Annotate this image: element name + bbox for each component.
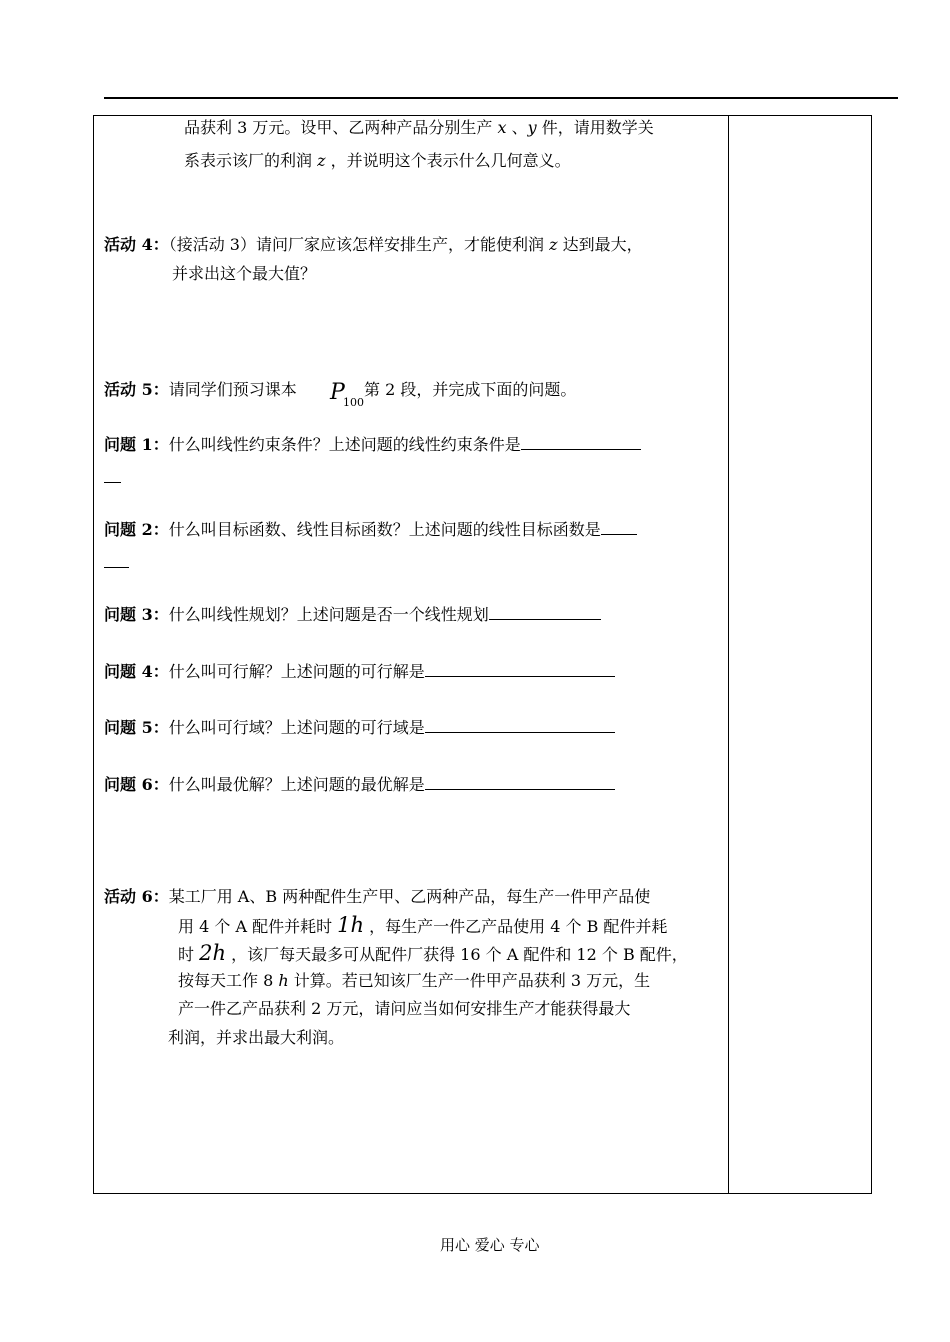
answer-blank[interactable] (425, 716, 615, 733)
page-reference: P 100 (330, 380, 364, 409)
activity-4-line-2: 并求出这个最大值？ (172, 264, 317, 283)
answer-blank[interactable] (425, 773, 615, 790)
question-5: 问题 5：什么叫可行域？上述问题的可行域是 (104, 716, 615, 739)
activity-5-line-rest: 第 2 段，并完成下面的问题。 (364, 380, 577, 399)
activity-6-line-1: 活动 6：某工厂用 A、B 两种配件生产甲、乙两种产品，每生产一件甲产品使 (104, 887, 651, 906)
question-2: 问题 2：什么叫目标函数、线性目标函数？上述问题的线性目标函数是 (104, 518, 637, 541)
answer-blank[interactable] (489, 603, 601, 620)
question-2-blank-continued (104, 551, 129, 574)
answer-blank[interactable] (425, 660, 615, 677)
answer-blank[interactable] (104, 551, 129, 568)
question-4: 问题 4：什么叫可行解？上述问题的可行解是 (104, 660, 615, 683)
table-column-divider (728, 115, 729, 1194)
activity-6-line-4: 按每天工作 8 h 计算。若已知该厂生产一件甲产品获利 3 万元，生 (178, 971, 651, 990)
activity-6-line-5: 产一件乙产品获利 2 万元，请问应当如何安排生产才能获得最大 (178, 999, 631, 1018)
activity-6-line-3: 时 2h ，该厂每天最多可从配件厂获得 16 个 A 配件和 12 个 B 配件， (178, 941, 688, 965)
activity-5-line: 活动 5：请同学们预习课本 (104, 380, 297, 399)
question-6: 问题 6：什么叫最优解？上述问题的最优解是 (104, 773, 615, 796)
activity-4-line-1: 活动 4：（接活动 3）请问厂家应该怎样安排生产，才能使利润 z 达到最大， (104, 235, 643, 254)
header-rule (104, 97, 898, 99)
answer-blank[interactable] (521, 433, 641, 450)
activity-6-label: 活动 6： (104, 887, 169, 906)
answer-blank[interactable] (104, 466, 121, 483)
activity-6-line-6: 利润，并求出最大利润。 (168, 1028, 345, 1047)
question-1-blank-continued (104, 466, 121, 489)
activity-4-label: 活动 4： (104, 235, 169, 254)
page-footer: 用心 爱心 专心 (440, 1236, 540, 1254)
continuation-line-2: 系表示该厂的利润 z ，并说明这个表示什么几何意义。 (184, 151, 571, 170)
answer-blank[interactable] (601, 518, 637, 535)
question-1: 问题 1：什么叫线性约束条件？上述问题的线性约束条件是 (104, 433, 641, 456)
question-3: 问题 3：什么叫线性规划？上述问题是否一个线性规划 (104, 603, 601, 626)
activity-5-label: 活动 5： (104, 380, 169, 399)
activity-6-line-2: 用 4 个 A 配件并耗时 1h ，每生产一件乙产品使用 4 个 B 配件并耗 (178, 913, 668, 937)
continuation-line-1: 品获利 3 万元。设甲、乙两种产品分别生产 x 、y 件，请用数学关 (184, 118, 654, 137)
